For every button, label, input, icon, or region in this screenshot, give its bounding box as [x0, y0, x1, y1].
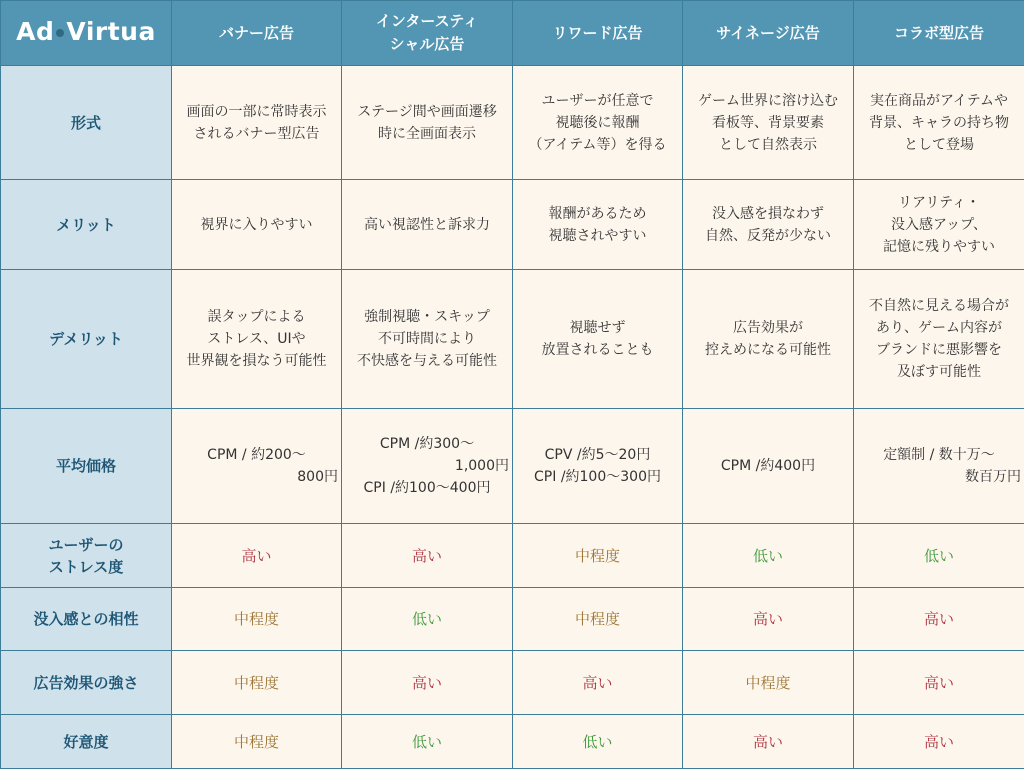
price-line: CPI /約100〜300円: [516, 466, 679, 488]
adVirtua-logo: Ad Virtua: [16, 17, 156, 46]
table-cell: ゲーム世界に溶け込む 看板等、背景要素 として自然表示: [683, 66, 854, 180]
rating-cell: 中程度: [172, 588, 342, 651]
price-line: CPM /約300〜: [345, 433, 509, 455]
table-cell: 没入感を損なわず 自然、反発が少ない: [683, 180, 854, 270]
rating-cell: 中程度: [683, 651, 854, 715]
price-line: CPM / 約200〜: [175, 444, 338, 466]
rating-cell: 低い: [854, 524, 1024, 588]
table-row-price: [1, 409, 1024, 524]
price-line: CPV /約5〜20円: [516, 444, 679, 466]
price-line: 定額制 / 数十万〜: [857, 444, 1021, 466]
price-cell: [683, 409, 854, 524]
rating-cell: 高い: [683, 588, 854, 651]
price-cell: [342, 409, 513, 524]
rating-cell: 低い: [342, 588, 513, 651]
column-header-collab: コラボ型広告: [854, 1, 1024, 66]
row-header-price: 平均価格: [1, 409, 172, 524]
table-cell: 報酬があるため 視聴されやすい: [513, 180, 683, 270]
table-cell: 誤タップによる ストレス、UIや 世界観を損なう可能性: [172, 270, 342, 409]
header-row: [1, 1, 1024, 66]
column-header-banner: バナー広告: [172, 1, 342, 66]
row-header-format: 形式: [1, 66, 172, 180]
rating-cell: 低い: [513, 715, 683, 769]
rating-cell: 高い: [854, 715, 1024, 769]
row-header-stress: ユーザーの ストレス度: [1, 524, 172, 588]
logo-dot-icon: [56, 29, 64, 37]
table-cell: 視界に入りやすい: [172, 180, 342, 270]
table-cell: ユーザーが任意で 視聴後に報酬 （アイテム等）を得る: [513, 66, 683, 180]
rating-cell: 中程度: [172, 651, 342, 715]
table-row-merit: [1, 180, 1024, 270]
rating-cell: 中程度: [513, 588, 683, 651]
price-cell: [854, 409, 1024, 524]
table-row-format: [1, 66, 1024, 180]
rating-cell: 中程度: [172, 715, 342, 769]
rating-cell: 高い: [854, 651, 1024, 715]
table-row-immersion: [1, 588, 1024, 651]
column-header-signage: サイネージ広告: [683, 1, 854, 66]
logo-cell: [1, 1, 172, 66]
price-cell: [172, 409, 342, 524]
table-cell: 画面の一部に常時表示 されるバナー型広告: [172, 66, 342, 180]
table-row-favor: [1, 715, 1024, 769]
row-header-favor: 好意度: [1, 715, 172, 769]
table-cell: 強制視聴・スキップ 不可時間により 不快感を与える可能性: [342, 270, 513, 409]
rating-cell: 高い: [342, 524, 513, 588]
table-cell: リアリティ・ 没入感アップ、 記憶に残りやすい: [854, 180, 1024, 270]
price-line: 800円: [175, 466, 338, 488]
table-row-effect: [1, 651, 1024, 715]
table-row-demerit: [1, 270, 1024, 409]
column-header-reward: リワード広告: [513, 1, 683, 66]
price-line: CPM /約400円: [686, 455, 850, 477]
rating-cell: 中程度: [513, 524, 683, 588]
rating-cell: 高い: [854, 588, 1024, 651]
table-cell: 不自然に見える場合が あり、ゲーム内容が ブランドに悪影響を 及ぼす可能性: [854, 270, 1024, 409]
table-cell: 視聴せず 放置されることも: [513, 270, 683, 409]
table-cell: 高い視認性と訴求力: [342, 180, 513, 270]
row-header-immersion: 没入感との相性: [1, 588, 172, 651]
price-line: CPI /約100〜400円: [345, 477, 509, 499]
table-cell: ステージ間や画面遷移 時に全画面表示: [342, 66, 513, 180]
row-header-effect: 広告効果の強さ: [1, 651, 172, 715]
rating-cell: 低い: [683, 524, 854, 588]
rating-cell: 高い: [683, 715, 854, 769]
table-cell: 広告効果が 控えめになる可能性: [683, 270, 854, 409]
table-cell: 実在商品がアイテムや 背景、キャラの持ち物 として登場: [854, 66, 1024, 180]
price-line: 1,000円: [345, 455, 509, 477]
rating-cell: 低い: [342, 715, 513, 769]
price-line: 数百万円: [857, 466, 1021, 488]
price-cell: [513, 409, 683, 524]
rating-cell: 高い: [172, 524, 342, 588]
column-header-interstitial: インタースティ シャル広告: [342, 1, 513, 66]
rating-cell: 高い: [513, 651, 683, 715]
rating-cell: 高い: [342, 651, 513, 715]
row-header-merit: メリット: [1, 180, 172, 270]
row-header-demerit: デメリット: [1, 270, 172, 409]
table-row-stress: [1, 524, 1024, 588]
